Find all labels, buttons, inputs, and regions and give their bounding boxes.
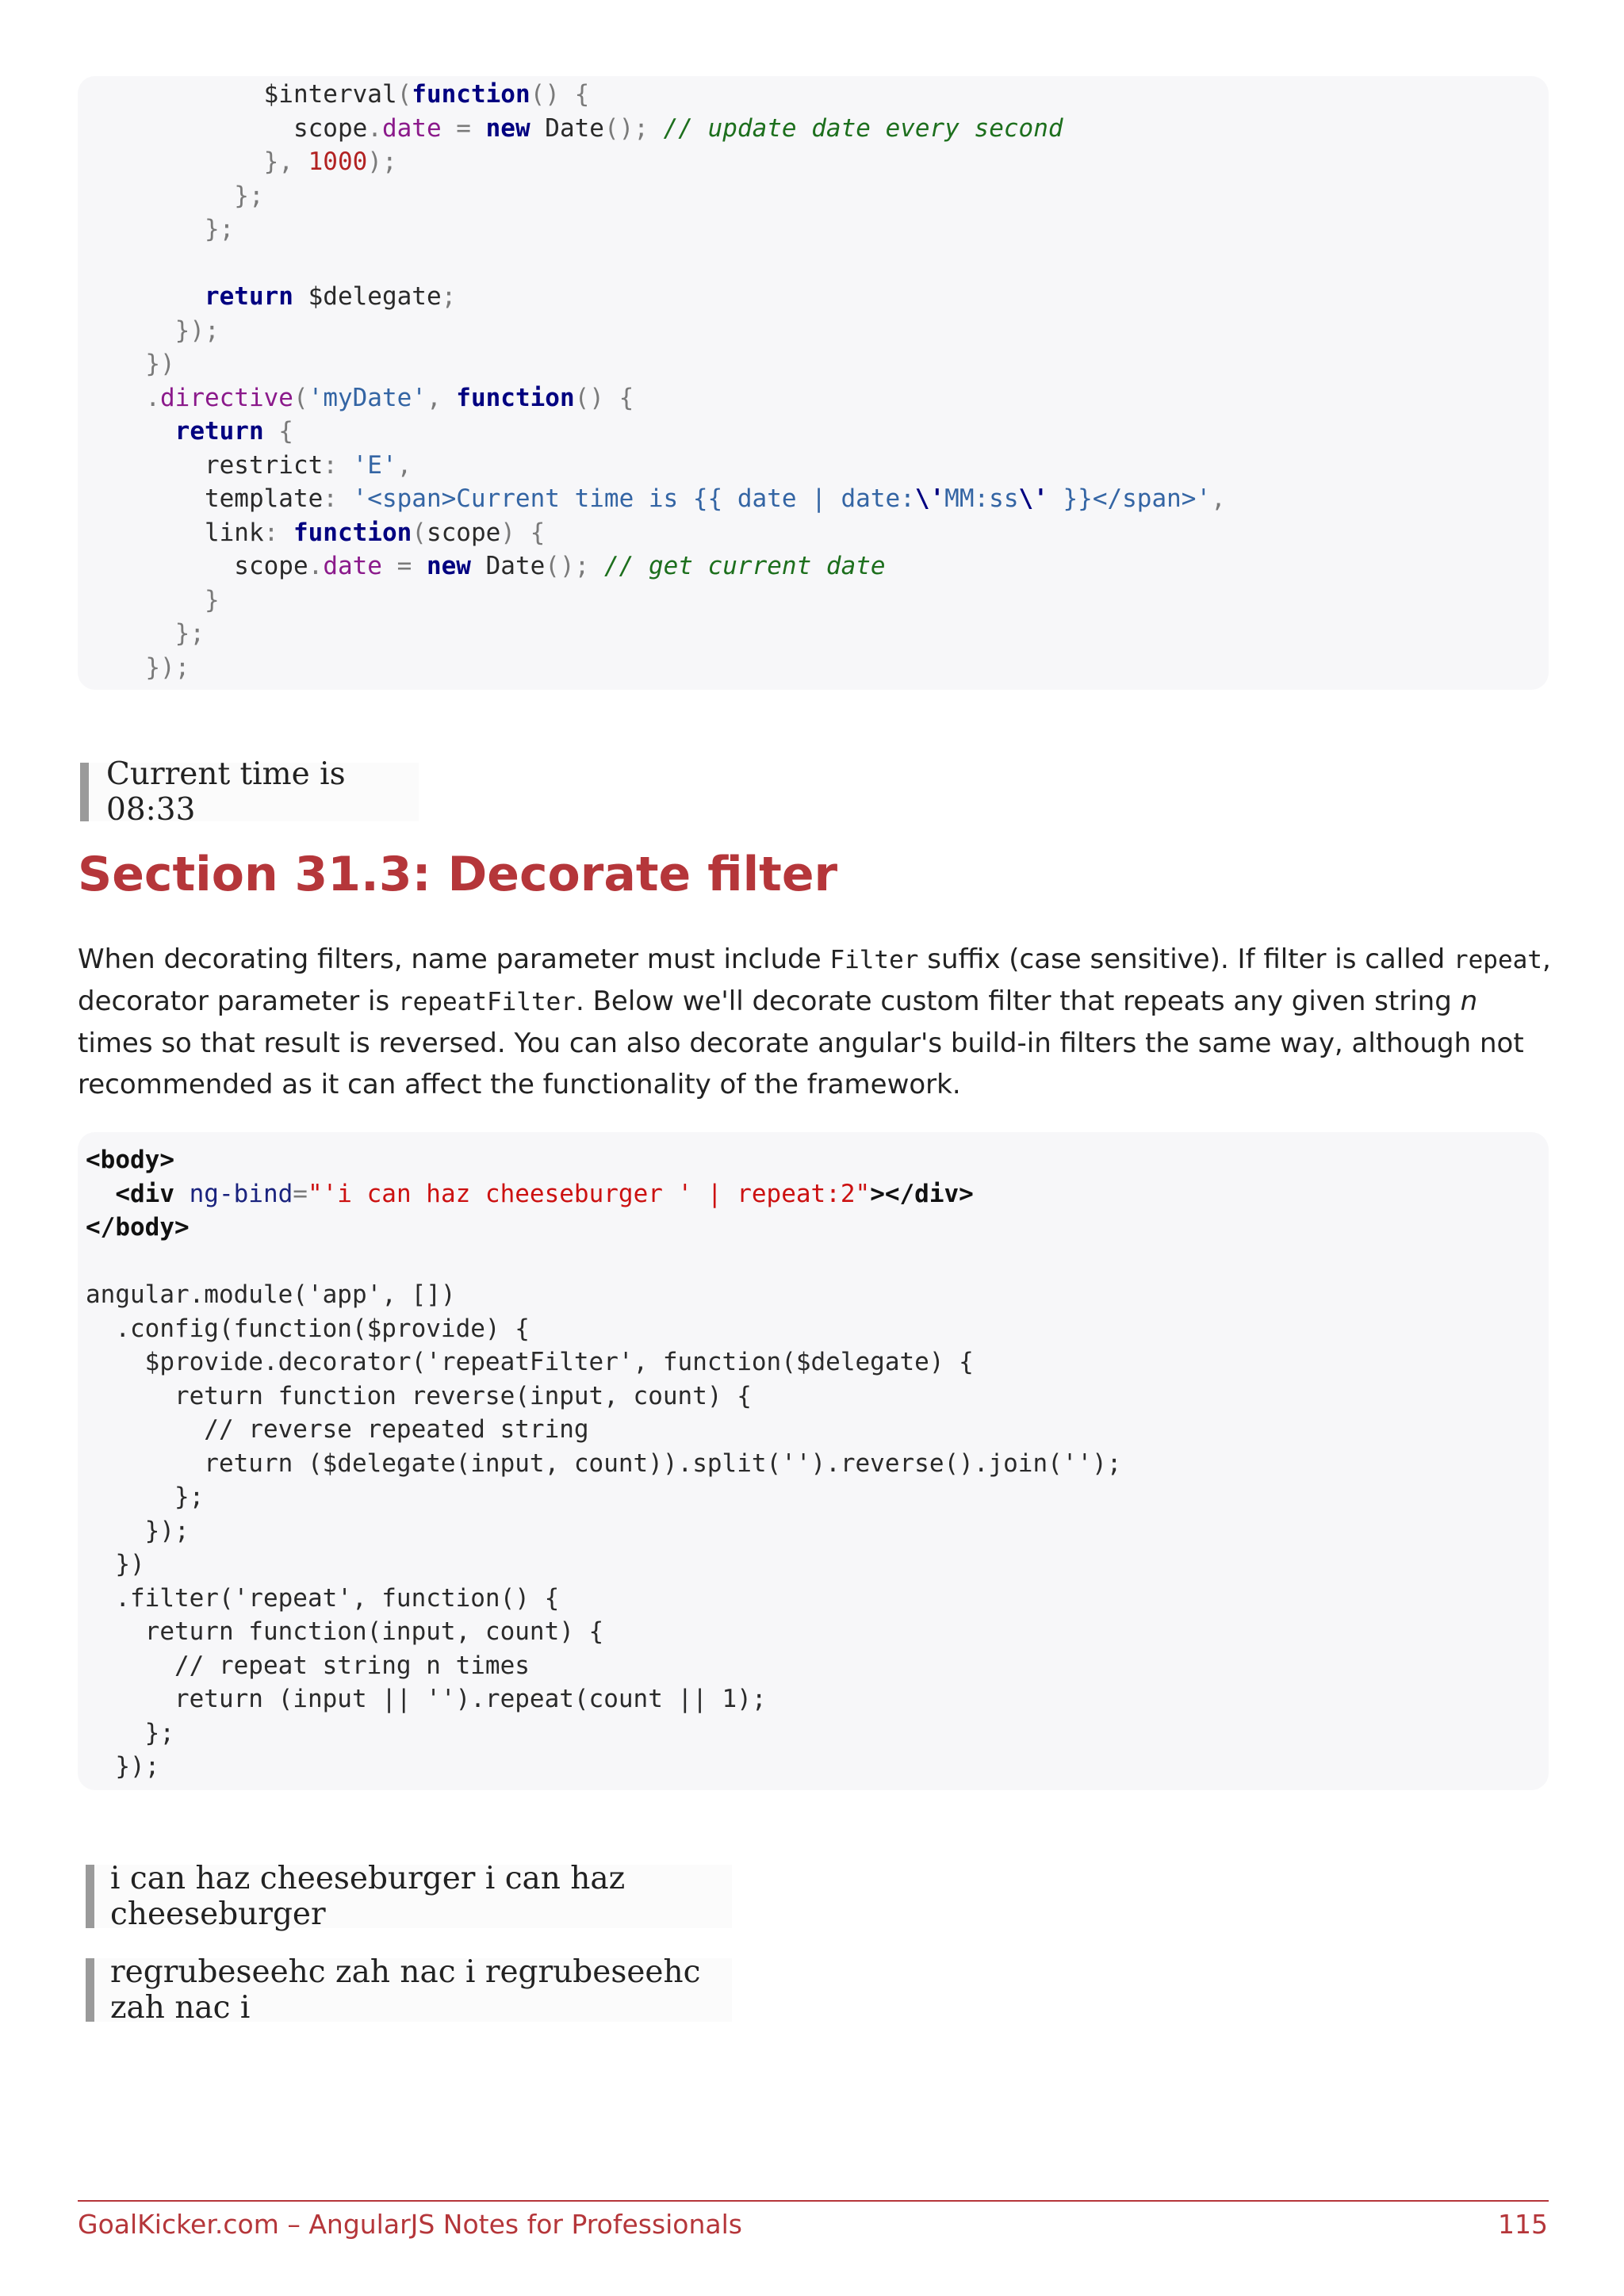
paragraph-text: times so that result is reversed. You can also decorate angular's build-in filters the same way, although not recommended as it can affect the functionality of the framework. bbox=[78, 1027, 1524, 1100]
code-token: function bbox=[412, 80, 530, 109]
code-token: \' bbox=[914, 484, 945, 513]
code-token: // update date every second bbox=[663, 113, 1063, 143]
code-token: }, bbox=[263, 147, 308, 176]
code-token: new bbox=[485, 113, 530, 143]
code-token: = bbox=[381, 552, 427, 580]
code-1-line bbox=[116, 314, 1549, 348]
code-token: ( bbox=[396, 80, 412, 109]
code-block-directive bbox=[78, 76, 1549, 690]
code-token: . bbox=[116, 383, 160, 412]
code-2-line bbox=[86, 1716, 1549, 1751]
code-1-line bbox=[116, 112, 1549, 146]
footer-page-number: 115 bbox=[1498, 2209, 1548, 2240]
code-1-line bbox=[116, 584, 1549, 618]
code-token: , bbox=[396, 450, 412, 480]
code-token: date bbox=[381, 113, 442, 143]
code-2-line bbox=[86, 1480, 1549, 1514]
code-token: scope bbox=[116, 552, 308, 580]
code-2-line bbox=[86, 1211, 1549, 1245]
code-token: new bbox=[426, 552, 471, 580]
code-token bbox=[116, 147, 264, 176]
code-token: }; bbox=[116, 215, 235, 243]
code-token: }); bbox=[86, 1752, 160, 1781]
code-token: // repeat string n times bbox=[86, 1651, 530, 1680]
code-token bbox=[116, 114, 293, 143]
code-token: : bbox=[323, 484, 353, 513]
code-2-line bbox=[86, 1649, 1549, 1683]
result-repeat bbox=[86, 1861, 732, 1932]
code-token: return bbox=[204, 282, 293, 311]
code-token: \' bbox=[1018, 484, 1048, 513]
code-token: 'myDate' bbox=[308, 383, 427, 412]
code-2-line bbox=[86, 1245, 1549, 1279]
code-token: }); bbox=[116, 316, 220, 345]
code-1-line bbox=[116, 145, 1549, 179]
code-token: { bbox=[263, 417, 293, 446]
code-2-line bbox=[86, 1413, 1549, 1447]
code-token: return ($delegate(input, count)).split('').reverse().join(''); bbox=[86, 1448, 1122, 1478]
code-token: return function reverse(input, count) { bbox=[86, 1381, 752, 1410]
code-1-line bbox=[116, 516, 1549, 550]
code-2-line bbox=[86, 1615, 1549, 1649]
code-token: ( bbox=[412, 518, 427, 547]
result-current-time bbox=[80, 756, 419, 828]
section-paragraph bbox=[78, 939, 1553, 1105]
result-repeat-text: i can haz cheeseburger i can haz cheeseburger bbox=[110, 1861, 626, 1932]
code-token: . bbox=[367, 113, 382, 143]
code-token: }; bbox=[116, 181, 264, 210]
result-current-time-text: Current time is 08:33 bbox=[106, 756, 346, 828]
paragraph-text: . Below we'll decorate custom filter that repeats any given string bbox=[575, 985, 1461, 1017]
code-token: function bbox=[293, 518, 412, 547]
code-token: ></div> bbox=[870, 1179, 974, 1208]
code-1-line bbox=[116, 651, 1549, 685]
code-1-line bbox=[116, 78, 1549, 112]
code-2-line bbox=[86, 1514, 1549, 1548]
code-1-line bbox=[116, 415, 1549, 449]
code-token: ng-bind bbox=[174, 1179, 293, 1208]
code-token: : bbox=[263, 518, 293, 547]
section-title: Section 31.3: Decorate filter bbox=[78, 847, 838, 902]
code-token: }); bbox=[116, 652, 190, 682]
code-token: scope bbox=[293, 113, 368, 143]
code-token: ); bbox=[367, 147, 397, 176]
code-token: ) { bbox=[500, 518, 546, 547]
code-block-1-text bbox=[116, 76, 1549, 684]
italic-text: n bbox=[1460, 985, 1478, 1017]
code-token: // get current date bbox=[603, 552, 886, 580]
code-token: , bbox=[1211, 484, 1226, 513]
code-token: $provide.decorator('repeatFilter', function($delegate) { bbox=[86, 1348, 974, 1376]
code-token bbox=[116, 417, 175, 446]
code-token: }; bbox=[116, 619, 205, 648]
code-token: (); bbox=[545, 552, 604, 580]
code-token: }); bbox=[86, 1516, 190, 1545]
code-2-line bbox=[86, 1447, 1549, 1481]
code-token: date bbox=[323, 552, 382, 580]
code-1-line bbox=[116, 212, 1549, 247]
code-token bbox=[116, 282, 205, 311]
code-token: Date bbox=[530, 113, 604, 143]
code-1-line bbox=[116, 617, 1549, 651]
code-1-line bbox=[116, 381, 1549, 415]
code-token: .config(function($provide) { bbox=[86, 1314, 530, 1343]
code-token: restrict bbox=[116, 450, 324, 480]
code-2-line bbox=[86, 1177, 1549, 1211]
paragraph-text: When decorating filters, name parameter must include bbox=[78, 943, 830, 975]
code-token: $interval bbox=[263, 80, 397, 109]
result-reversed-text: regrubeseehc zah nac i regrubeseehc zah nac i bbox=[110, 1954, 701, 2026]
code-1-line bbox=[116, 449, 1549, 483]
code-token: return (input || '').repeat(count || 1); bbox=[86, 1685, 767, 1713]
code-token: scope bbox=[426, 518, 501, 547]
code-token: 'E' bbox=[352, 450, 397, 480]
code-token: "'i can haz cheeseburger ' | repeat:2" bbox=[307, 1179, 871, 1208]
code-token: link bbox=[116, 518, 264, 547]
inline-code: Filter bbox=[829, 946, 919, 974]
code-token: return bbox=[174, 417, 264, 446]
code-token: , bbox=[426, 383, 457, 412]
code-token: template bbox=[116, 484, 324, 513]
paragraph-text: , decorator parameter is bbox=[78, 943, 1551, 1017]
code-1-line bbox=[116, 247, 1549, 281]
code-2-line bbox=[86, 1750, 1549, 1784]
code-2-line bbox=[86, 1380, 1549, 1414]
code-token: function bbox=[456, 383, 575, 412]
code-block-filter bbox=[78, 1132, 1549, 1790]
code-token: }}</span>' bbox=[1048, 484, 1212, 513]
code-token: }) bbox=[116, 350, 175, 378]
code-token: <body> bbox=[86, 1146, 174, 1174]
footer-source: GoalKicker.com – AngularJS Notes for Professionals bbox=[78, 2209, 742, 2240]
code-token: = bbox=[441, 113, 486, 143]
code-token: () { bbox=[574, 383, 634, 412]
code-token: 1000 bbox=[308, 147, 368, 176]
code-1-line bbox=[116, 482, 1549, 516]
result-reversed bbox=[86, 1954, 732, 2026]
code-token: $delegate bbox=[293, 282, 442, 311]
code-2-line bbox=[86, 1312, 1549, 1346]
code-token: .filter('repeat', function() { bbox=[86, 1583, 560, 1613]
code-token: = bbox=[293, 1179, 308, 1208]
code-token bbox=[116, 80, 264, 109]
code-token: // reverse repeated string bbox=[86, 1415, 589, 1444]
code-token: }) bbox=[86, 1550, 145, 1578]
code-token: ; bbox=[441, 282, 457, 311]
code-token: (); bbox=[603, 113, 664, 143]
paragraph-text: suffix (case sensitive). If filter is called bbox=[918, 943, 1454, 975]
code-token: MM:ss bbox=[944, 484, 1019, 513]
code-2-line bbox=[86, 1278, 1549, 1312]
code-1-line bbox=[116, 179, 1549, 213]
code-2-line bbox=[86, 1682, 1549, 1716]
code-token bbox=[86, 1180, 115, 1208]
code-token: } bbox=[116, 585, 220, 614]
code-1-line bbox=[116, 549, 1549, 584]
code-token: '<span>Current time is {{ date | date: bbox=[352, 484, 915, 513]
code-token: }; bbox=[86, 1483, 205, 1511]
code-token: . bbox=[308, 552, 324, 580]
code-block-2-text bbox=[86, 1143, 1549, 1784]
footer-divider bbox=[78, 2200, 1549, 2202]
code-2-line bbox=[86, 1548, 1549, 1582]
code-token: : bbox=[323, 450, 353, 480]
code-1-line bbox=[116, 280, 1549, 314]
code-token: angular.module('app', []) bbox=[86, 1280, 456, 1309]
code-token: }; bbox=[86, 1718, 174, 1747]
code-2-line bbox=[86, 1582, 1549, 1616]
code-token: directive bbox=[160, 383, 293, 412]
code-token: ( bbox=[293, 383, 308, 412]
inline-code: repeat bbox=[1453, 946, 1542, 974]
code-token: </body> bbox=[86, 1213, 190, 1242]
code-token: <div bbox=[115, 1179, 174, 1208]
code-token: () { bbox=[530, 80, 590, 109]
code-1-line bbox=[116, 347, 1549, 381]
code-token: Date bbox=[470, 552, 546, 580]
code-2-line bbox=[86, 1345, 1549, 1380]
inline-code: repeatFilter bbox=[398, 988, 576, 1016]
code-2-line bbox=[86, 1143, 1549, 1177]
code-token: return function(input, count) { bbox=[86, 1617, 604, 1646]
